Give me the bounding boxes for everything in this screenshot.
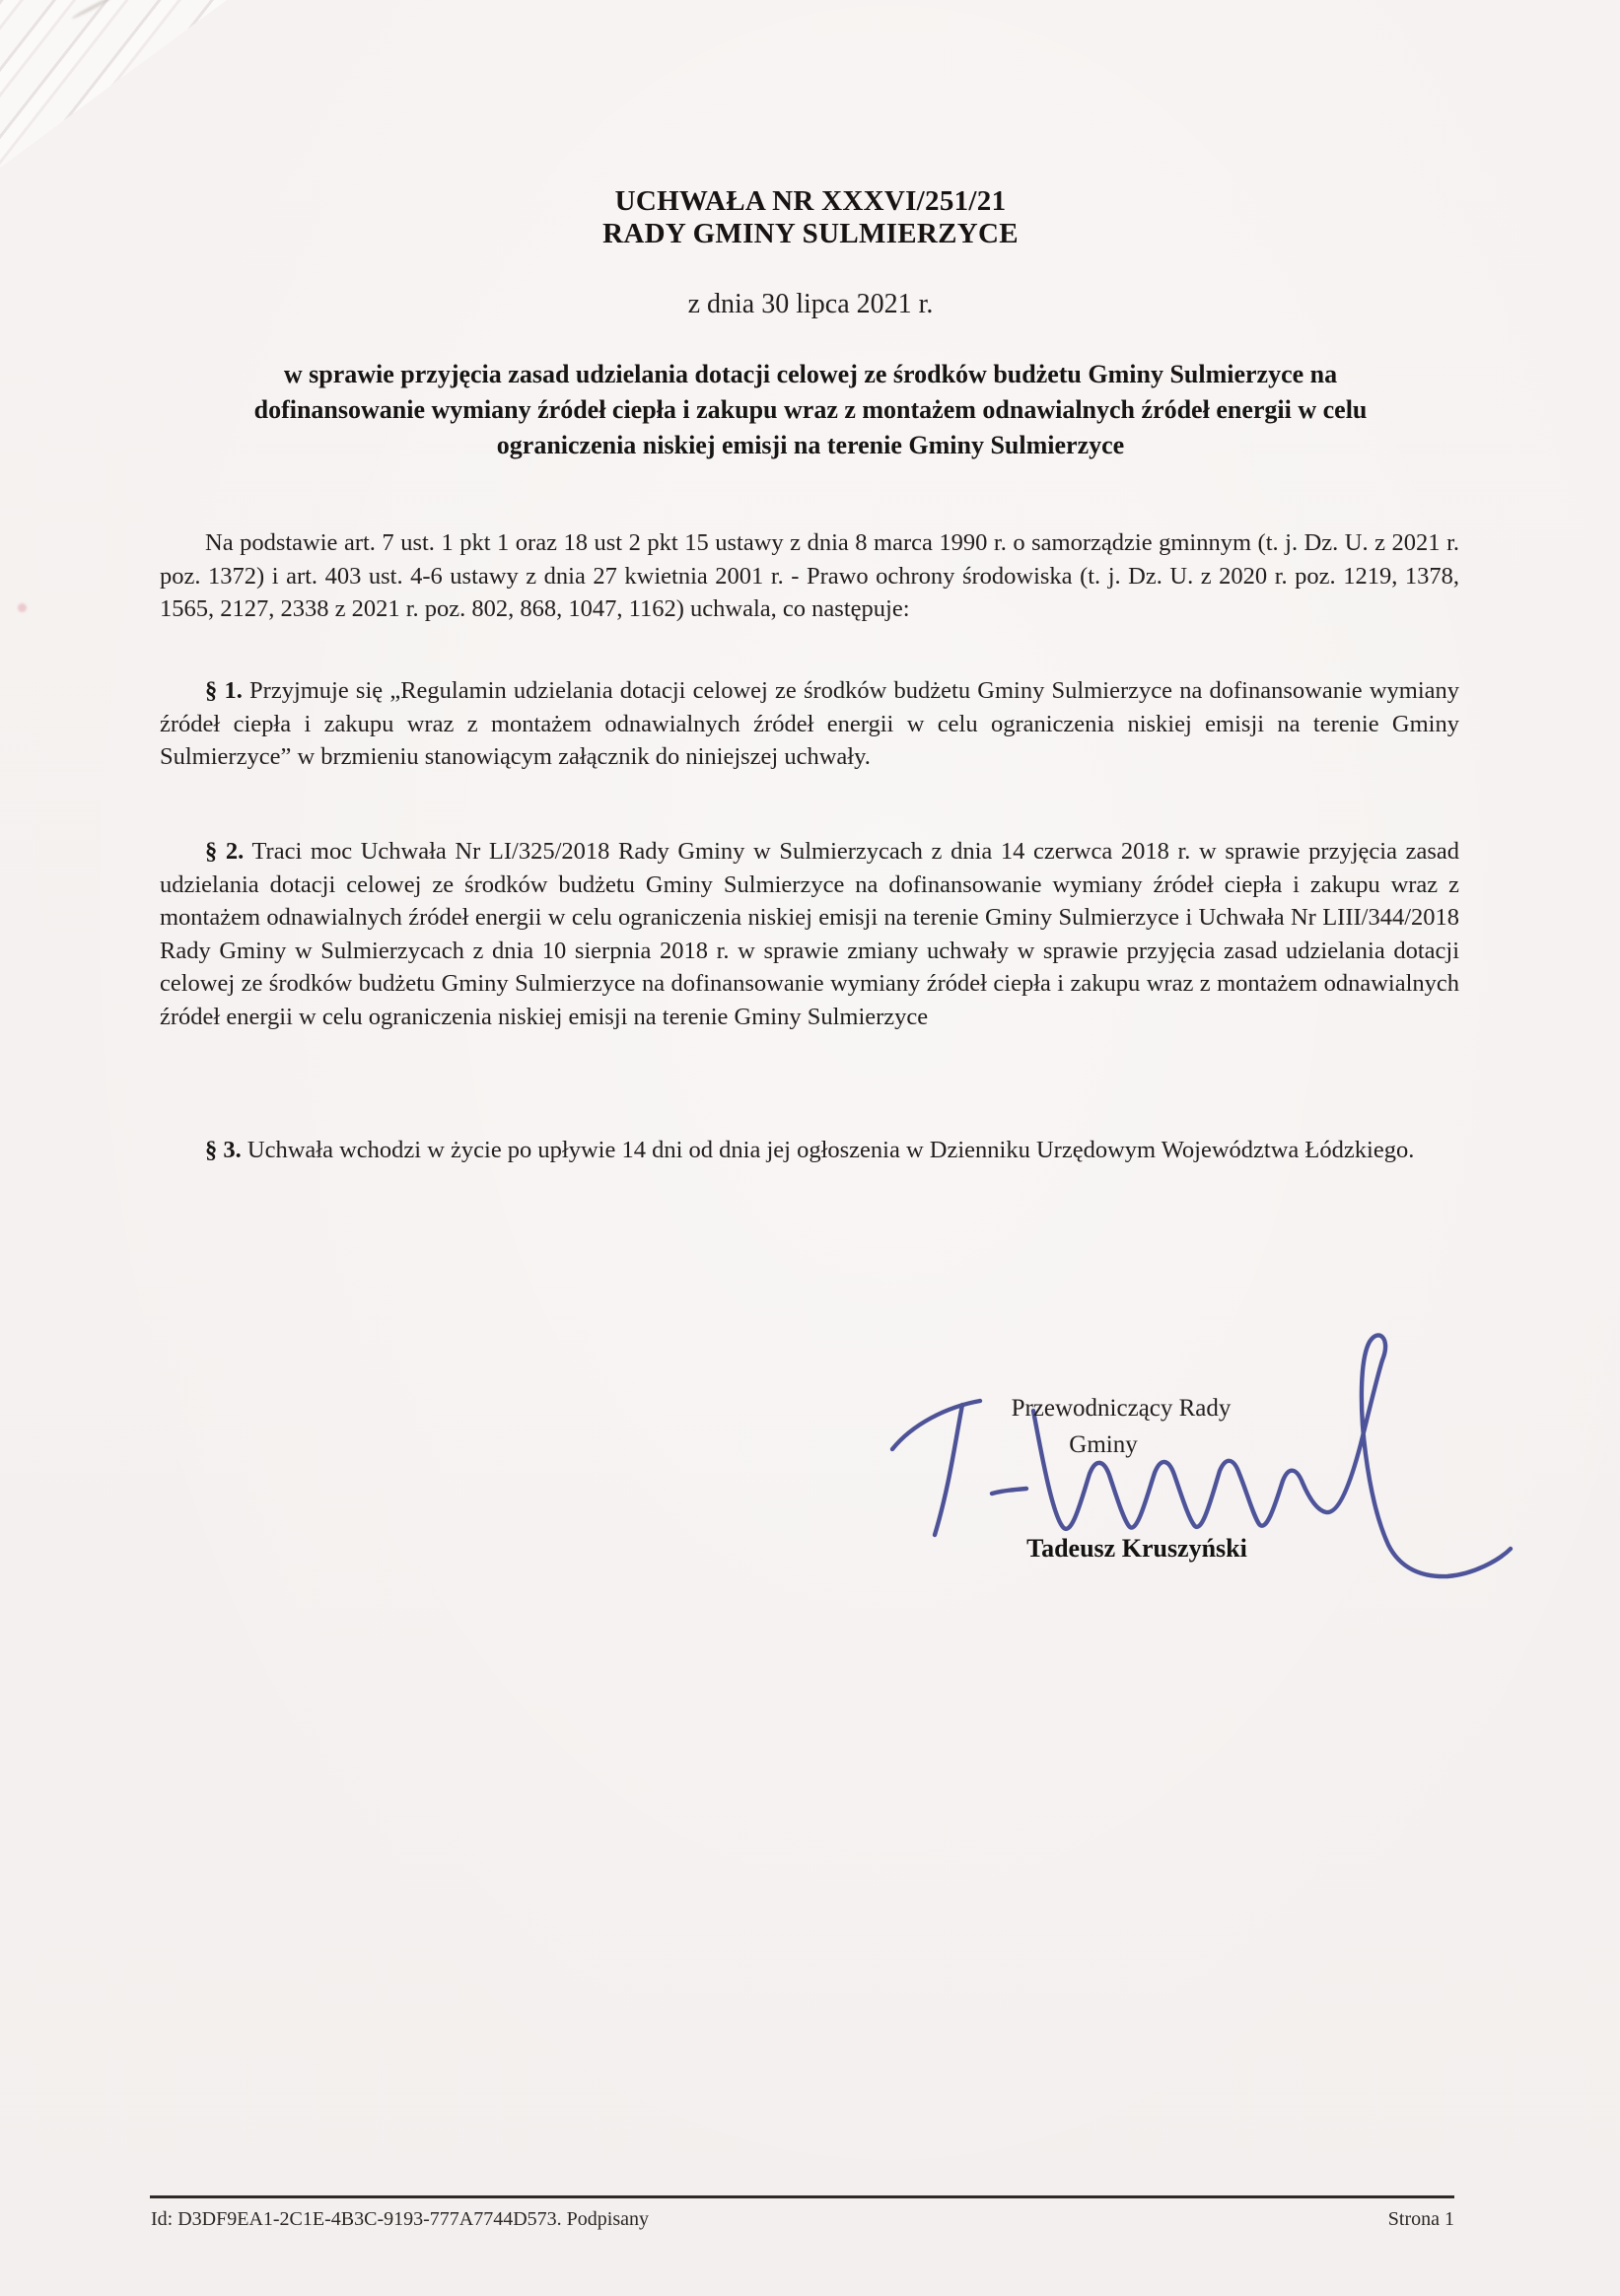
section-1-marker: § 1. <box>205 677 243 704</box>
title-line-1: UCHWAŁA NR XXXVI/251/21 <box>614 185 1007 217</box>
section-1-paragraph <box>160 674 1459 774</box>
footer-page-number: Strona 1 <box>1387 2208 1454 2230</box>
section-2-text: Traci moc Uchwała Nr LI/325/2018 Rady Gminy w Sulmierzycach z dnia 14 czerwca 2018 r. w sprawie przyjęcia zasad udzielania dotacji celowej ze środków budżetu Gminy Sulmierzyce na dofinansowanie wymiany źródeł ciepła i zakupu wraz z montażem odnawialnych źródeł energii w celu ograniczenia niskiej emisji na terenie Gminy Sulmierzyce i Uchwała Nr LIII/344/2018 Rady Gminy w Sulmierzycach z dnia 10 sierpnia 2018 r. w sprawie zmiany uchwały w sprawie przyjęcia zasad udzielania dotacji celowej ze środków budżetu Gminy Sulmierzyce na dofinansowanie wymiany źródeł ciepła i zakupu wraz z montażem odnawialnych źródeł energii w celu ograniczenia niskiej emisji na terenie Gminy Sulmierzyce <box>160 838 1459 1030</box>
handwritten-signature-icon <box>868 1316 1538 1612</box>
section-2-paragraph <box>160 835 1459 1033</box>
title-line-2: RADY GMINY SULMIERZYCE <box>602 218 1019 249</box>
document-date: z dnia 30 lipca 2021 r. <box>687 289 934 319</box>
document-title <box>148 185 1473 250</box>
section-2-marker: § 2. <box>205 838 245 865</box>
footer-document-id: Id: D3DF9EA1-2C1E-4B3C-9193-777A7744D573. Podpisany <box>151 2208 649 2230</box>
document-subject <box>149 357 1472 463</box>
section-1-text: Przyjmuje się „Regulamin udzielania dotacji celowej ze środków budżetu Gminy Sulmierzyce na dofinansowanie wymiany źródeł ciepła i zakupu wraz z montażem odnawialnych źródeł energii w celu ograniczenia niskiej emisji na terenie Gminy Sulmierzyce” w brzmieniu stanowiącym załącznik do niniejszej uchwały. <box>160 677 1460 770</box>
subject-line: w sprawie przyjęcia zasad udzielania dotacji celowej ze środków budżetu Gminy Sulmierzyce na <box>283 360 1338 388</box>
scan-speck <box>18 603 27 612</box>
footer-divider <box>150 2195 1454 2198</box>
preamble-paragraph: Na podstawie art. 7 ust. 1 pkt 1 oraz 18 ust 2 pkt 15 ustawy z dnia 8 marca 1990 r. o samorządzie gminnym (t. j. Dz. U. z 2021 r. poz. 1372) i art. 403 ust. 4-6 ustawy z dnia 27 kwietnia 2001 r. - Prawo ochrony środowiska (t. j. Dz. U. z 2020 r. poz. 1219, 1378, 1565, 2127, 2338 z 2021 r. poz. 802, 868, 1047, 1162) uchwala, co następuje: <box>160 529 1459 622</box>
scan-corner-artifact <box>0 0 227 168</box>
section-3-paragraph <box>160 1134 1459 1167</box>
signature-role-line-1: Przewodniczący Rady <box>1011 1395 1232 1422</box>
subject-line: dofinansowanie wymiany źródeł ciepła i zakupu wraz z montażem odnawialnych źródeł energii w celu <box>253 395 1368 424</box>
section-3-text: Uchwała wchodzi w życie po upływie 14 dni od dnia jej ogłoszenia w Dzienniku Urzędowym Województwa Łódzkiego. <box>247 1137 1415 1163</box>
signature-role <box>904 1390 1338 1463</box>
subject-line: ograniczenia niskiej emisji na terenie Gminy Sulmierzyce <box>496 431 1125 459</box>
section-3-marker: § 3. <box>205 1137 242 1163</box>
signature-role-line-2: Gminy <box>1069 1431 1138 1458</box>
signature-name: Tadeusz Kruszyński <box>1026 1534 1247 1563</box>
